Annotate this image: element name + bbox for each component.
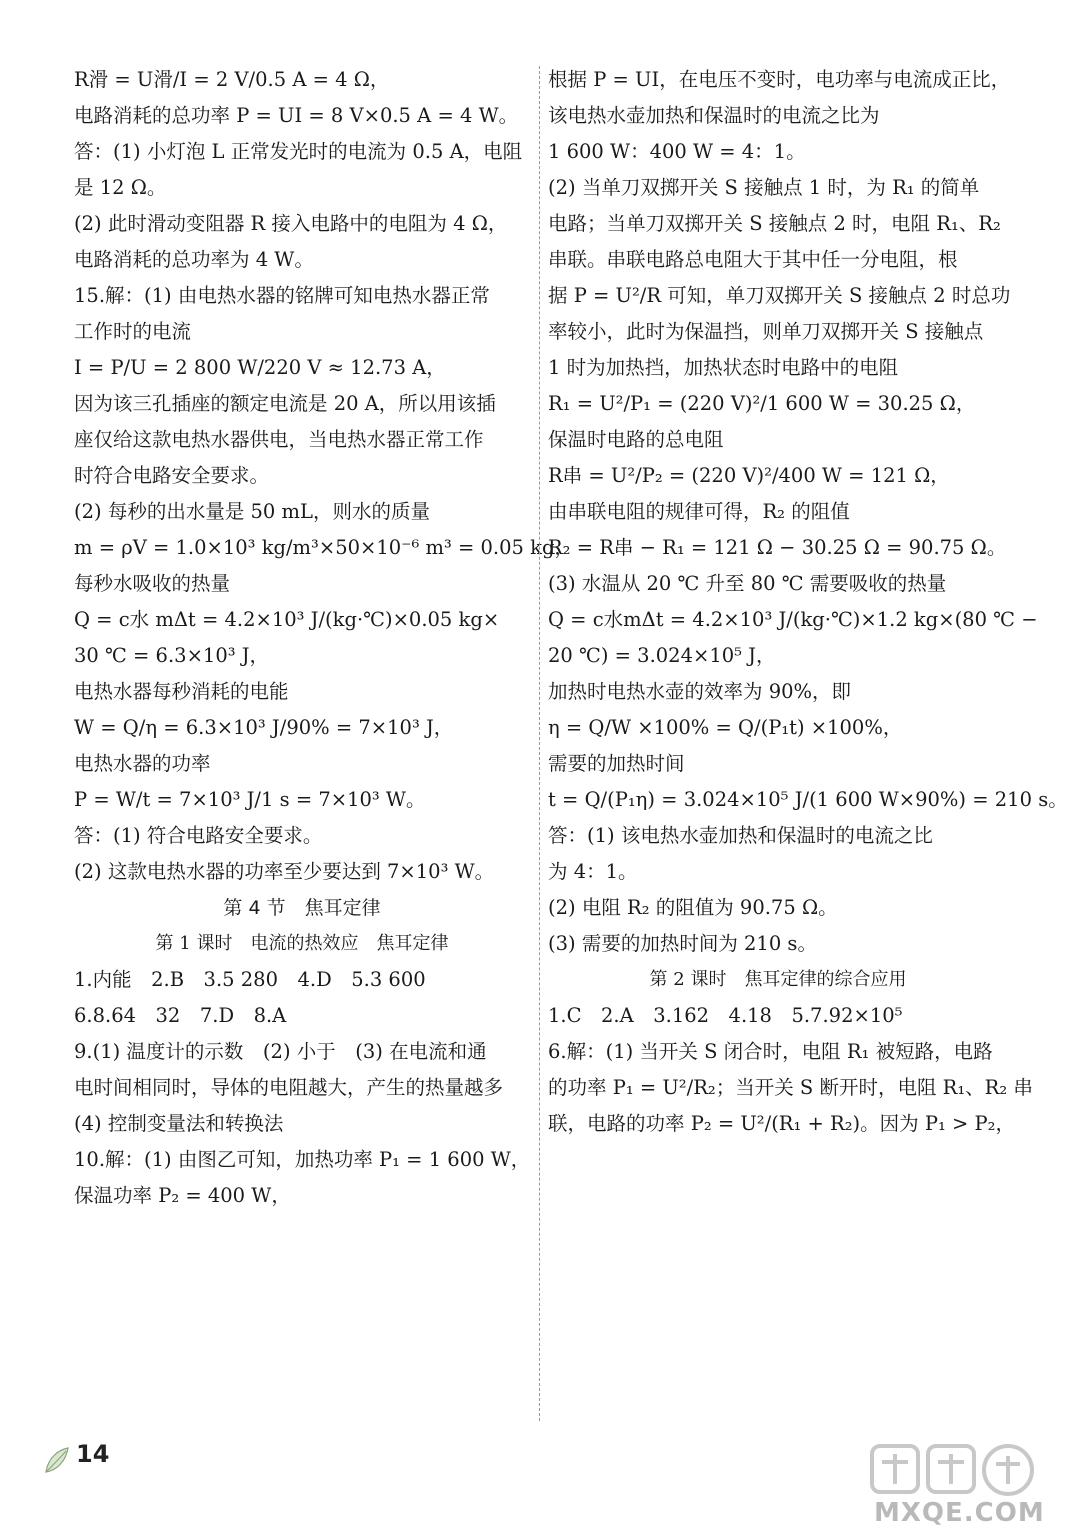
text-line: 工作时的电流 bbox=[74, 320, 192, 343]
text-line: 答：(1) 符合电路安全要求。 bbox=[74, 824, 323, 847]
text-line: (2) 此时滑动变阻器 R 接入电路中的电阻为 4 Ω， bbox=[74, 212, 508, 235]
text-line: Q = c水mΔt = 4.2×10³ J/(kg·℃)×1.2 kg×(80 ℃ − bbox=[548, 608, 1038, 631]
text-line: 保温时电路的总电阻 bbox=[548, 428, 724, 451]
text-line: 时符合电路安全要求。 bbox=[74, 464, 270, 487]
page-number: 14 bbox=[76, 1440, 110, 1468]
text-line: Q = c水 mΔt = 4.2×10³ J/(kg·℃)×0.05 kg× bbox=[74, 608, 500, 631]
watermark-site: MXQE.COM bbox=[874, 1498, 1045, 1528]
text-line: (4) 控制变量法和转换法 bbox=[74, 1112, 284, 1135]
text-line: 的功率 P₁ = U²/R₂；当开关 S 断开时，电阻 R₁、R₂ 串 bbox=[548, 1076, 1033, 1099]
text-line: 20 ℃) = 3.024×10⁵ J， bbox=[548, 644, 776, 667]
text-line: η = Q/W ×100% = Q/(P₁t) ×100%， bbox=[548, 716, 903, 739]
text-line: R串 = U²/P₂ = (220 V)²/400 W = 121 Ω， bbox=[548, 464, 950, 487]
text-line: (2) 每秒的出水量是 50 mL，则水的质量 bbox=[74, 500, 430, 523]
leaf-icon bbox=[42, 1442, 72, 1478]
column-divider bbox=[539, 66, 540, 1421]
text-line: W = Q/η = 6.3×10³ J/90% = 7×10³ J， bbox=[74, 716, 454, 739]
text-line: 率较小，此时为保温挡，则单刀双掷开关 S 接触点 bbox=[548, 320, 984, 343]
text-line: 答：(1) 该电热水壶加热和保温时的电流之比 bbox=[548, 824, 933, 847]
section-heading: 第 4 节 焦耳定律 bbox=[223, 897, 381, 919]
text-line: (2) 当单刀双掷开关 S 接触点 1 时，为 R₁ 的简单 bbox=[548, 176, 980, 199]
text-line: 需要的加热时间 bbox=[548, 752, 685, 775]
text-line: 9.(1) 温度计的示数 (2) 小于 (3) 在电流和通 bbox=[74, 1040, 487, 1063]
text-line: 1.内能 2.B 3.5 280 4.D 5.3 600 bbox=[74, 968, 426, 991]
text-line: 为 4：1。 bbox=[548, 860, 638, 883]
text-line: (2) 电阻 R₂ 的阻值为 90.75 Ω。 bbox=[548, 896, 838, 919]
text-line: 因为该三孔插座的额定电流是 20 A，所以用该插 bbox=[74, 392, 496, 415]
text-line: 电路消耗的总功率为 4 W。 bbox=[74, 248, 314, 271]
watermark-logo bbox=[868, 1440, 1048, 1500]
text-line: 该电热水壶加热和保温时的电流之比为 bbox=[548, 104, 880, 127]
text-line: 由串联电阻的规律可得，R₂ 的阻值 bbox=[548, 500, 850, 523]
text-line: 电热水器的功率 bbox=[74, 752, 211, 775]
text-line: 电路；当单刀双掷开关 S 接触点 2 时，电阻 R₁、R₂ bbox=[548, 212, 1001, 235]
text-line: 15.解：(1) 由电热水器的铭牌可知电热水器正常 bbox=[74, 284, 490, 307]
text-line: 每秒水吸收的热量 bbox=[74, 572, 231, 595]
text-line: 6.解：(1) 当开关 S 闭合时，电阻 R₁ 被短路，电路 bbox=[548, 1040, 993, 1063]
text-line: 电时间相同时，导体的电阻越大，产生的热量越多 bbox=[74, 1076, 504, 1099]
text-line: 30 ℃ = 6.3×10³ J， bbox=[74, 644, 270, 667]
text-line: 答：(1) 小灯泡 L 正常发光时的电流为 0.5 A，电阻 bbox=[74, 140, 523, 163]
text-line: 串联。串联电路总电阻大于其中任一分电阻，根 bbox=[548, 248, 958, 271]
text-line: 1 600 W：400 W = 4：1。 bbox=[548, 140, 806, 163]
text-line: R₁ = U²/P₁ = (220 V)²/1 600 W = 30.25 Ω， bbox=[548, 392, 976, 415]
text-line: t = Q/(P₁η) = 3.024×10⁵ J/(1 600 W×90%) = 210 s。 bbox=[548, 788, 1068, 811]
text-line: 6.8.64 32 7.D 8.A bbox=[74, 1004, 287, 1027]
text-line: 联，电路的功率 P₂ = U²/(R₁ + R₂)。因为 P₁ > P₂， bbox=[548, 1112, 1015, 1135]
section-heading: 第 1 课时 电流的热效应 焦耳定律 bbox=[155, 933, 449, 954]
text-line: (2) 这款电热水器的功率至少要达到 7×10³ W。 bbox=[74, 860, 495, 883]
text-line: 加热时电热水壶的效率为 90%，即 bbox=[548, 680, 852, 703]
text-line: 根据 P = UI，在电压不变时，电功率与电流成正比， bbox=[548, 68, 1011, 91]
text-line: 10.解：(1) 由图乙可知，加热功率 P₁ = 1 600 W， bbox=[74, 1148, 531, 1171]
text-line: I = P/U = 2 800 W/220 V ≈ 12.73 A， bbox=[74, 356, 446, 379]
text-line: 1 时为加热挡，加热状态时电路中的电阻 bbox=[548, 356, 899, 379]
text-line: 据 P = U²/R 可知，单刀双掷开关 S 接触点 2 时总功 bbox=[548, 284, 1011, 307]
text-line: (3) 需要的加热时间为 210 s。 bbox=[548, 932, 817, 955]
text-line: m = ρV = 1.0×10³ kg/m³×50×10⁻⁶ m³ = 0.05 kg， bbox=[74, 536, 574, 559]
right-column bbox=[548, 62, 1068, 1142]
text-line: P = W/t = 7×10³ J/1 s = 7×10³ W。 bbox=[74, 788, 426, 811]
text-line: 保温功率 P₂ = 400 W， bbox=[74, 1184, 291, 1207]
text-line: 电路消耗的总功率 P = UI = 8 V×0.5 A = 4 W。 bbox=[74, 104, 519, 127]
left-column bbox=[74, 62, 574, 1214]
section-heading: 第 2 课时 焦耳定律的综合应用 bbox=[649, 969, 907, 990]
text-line: 是 12 Ω。 bbox=[74, 176, 167, 199]
watermark bbox=[868, 1440, 1048, 1532]
text-line: R₂ = R串 − R₁ = 121 Ω − 30.25 Ω = 90.75 Ω。 bbox=[548, 536, 1007, 559]
text-line: R滑 = U滑/I = 2 V/0.5 A = 4 Ω， bbox=[74, 68, 390, 91]
text-line: (3) 水温从 20 ℃ 升至 80 ℃ 需要吸收的热量 bbox=[548, 572, 947, 595]
text-line: 座仅给这款电热水器供电，当电热水器正常工作 bbox=[74, 428, 484, 451]
page-number-badge bbox=[42, 1434, 112, 1484]
text-line: 1.C 2.A 3.162 4.18 5.7.92×10⁵ bbox=[548, 1004, 903, 1027]
text-line: 电热水器每秒消耗的电能 bbox=[74, 680, 289, 703]
